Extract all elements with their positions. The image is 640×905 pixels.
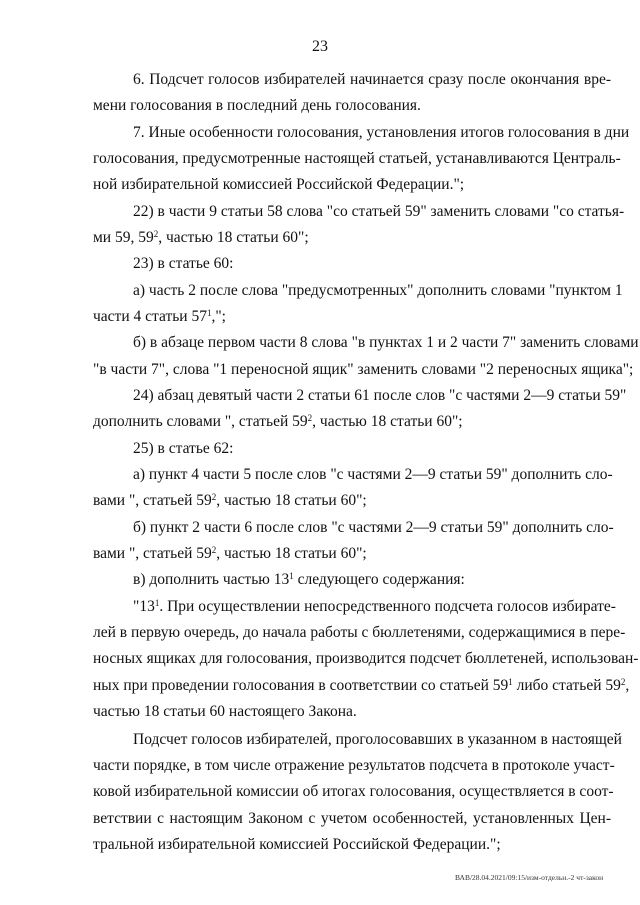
text-line: части порядке, в том числе отражение результатов подсчета в протоколе участ- [93, 757, 615, 774]
text-line: ветствии с настоящим Законом с учетом особенностей, установленных Цен- [93, 810, 611, 827]
text-line: 25) в статье 62: [133, 440, 234, 457]
superscript-index: 2 [211, 492, 217, 502]
text-line: ных при проведении голосования в соответствии со статьей $59^1$ либо статьей $59^2$, [93, 677, 630, 694]
text-line: в) дополнить частью $13^1$ следующего содержания: [133, 571, 465, 588]
text-line: ной избирательной комиссией Российской Федерации."; [93, 176, 465, 193]
text-line: б) в абзаце первом части 8 слова "в пунктах 1 и 2 части 7" заменить словами [133, 334, 639, 351]
text-line: части 4 статьи $57^1$,"; [93, 308, 226, 325]
text-line: ми 59, $59^2$, частью 18 статьи 60"; [93, 229, 309, 246]
text-line: а) часть 2 после слова "предусмотренных" дополнить словами "пунктом 1 [133, 282, 623, 299]
text-line: голосования, предусмотренные настоящей статьей, устанавливаются Централь- [93, 150, 621, 167]
text-line: ковой избирательной комиссии об итогах голосования, осуществляется в соот- [93, 783, 614, 800]
footer-stamp: ВАВ/28.04.2021/09:15/изм-отдельн.-2 чт-закон [455, 873, 604, 882]
text-line: носных ящиках для голосования, производится подсчет бюллетеней, использован- [93, 650, 639, 667]
superscript-index: 1 [154, 598, 160, 608]
text-line: 7. Иные особенности голосования, установления итогов голосования в дни [133, 124, 630, 141]
superscript-index: 2 [153, 229, 159, 239]
superscript-index: 2 [620, 677, 626, 687]
text-line: 23) в статье 60: [133, 255, 234, 272]
superscript-index: 2 [307, 413, 313, 423]
text-line: вами ", статьей $59^2$, частью 18 статьи 60"; [93, 492, 367, 509]
text-line: 22) в части 9 статьи 58 слова "со статьей 59" заменить словами "со статья- [133, 203, 625, 220]
text-line: б) пункт 2 части 6 после слов "с частями 2—9 статьи 59" дополнить сло- [133, 519, 614, 536]
page-number: 23 [312, 38, 328, 55]
text-line: тральной избирательной комиссией Российской Федерации."; [93, 836, 501, 853]
superscript-index: 1 [508, 677, 513, 687]
superscript-index: 1 [289, 571, 294, 581]
text-line: дополнить словами ", статьей $59^2$, частью 18 статьи 60"; [93, 413, 463, 430]
text-line: 6. Подсчет голосов избирателей начинается сразу после окончания вре- [133, 71, 611, 88]
text-line: лей в первую очередь, до начала работы с бюллетенями, содержащимися в пере- [93, 624, 626, 641]
text-line: мени голосования в последний день голосования. [93, 97, 421, 114]
superscript-index: 2 [211, 545, 217, 555]
superscript-index: 1 [206, 308, 212, 318]
text-line: а) пункт 4 части 5 после слов "с частями 2—9 статьи 59" дополнить сло- [133, 466, 613, 483]
text-line: Подсчет голосов избирателей, проголосовавших в указанном в настоящей [133, 731, 622, 748]
text-line: "в части 7", слова "1 переносной ящик" заменить словами "2 переносных ящика"; [93, 361, 634, 378]
text-line: частью 18 статьи 60 настоящего Закона. [93, 703, 357, 720]
text-line: 24) абзац девятый части 2 статьи 61 после слов "с частями 2—9 статьи 59" [133, 387, 627, 404]
text-line: "$13^1$. При осуществлении непосредственного подсчета голосов избирате- [133, 598, 616, 615]
text-line: вами ", статьей $59^2$, частью 18 статьи 60"; [93, 545, 367, 562]
